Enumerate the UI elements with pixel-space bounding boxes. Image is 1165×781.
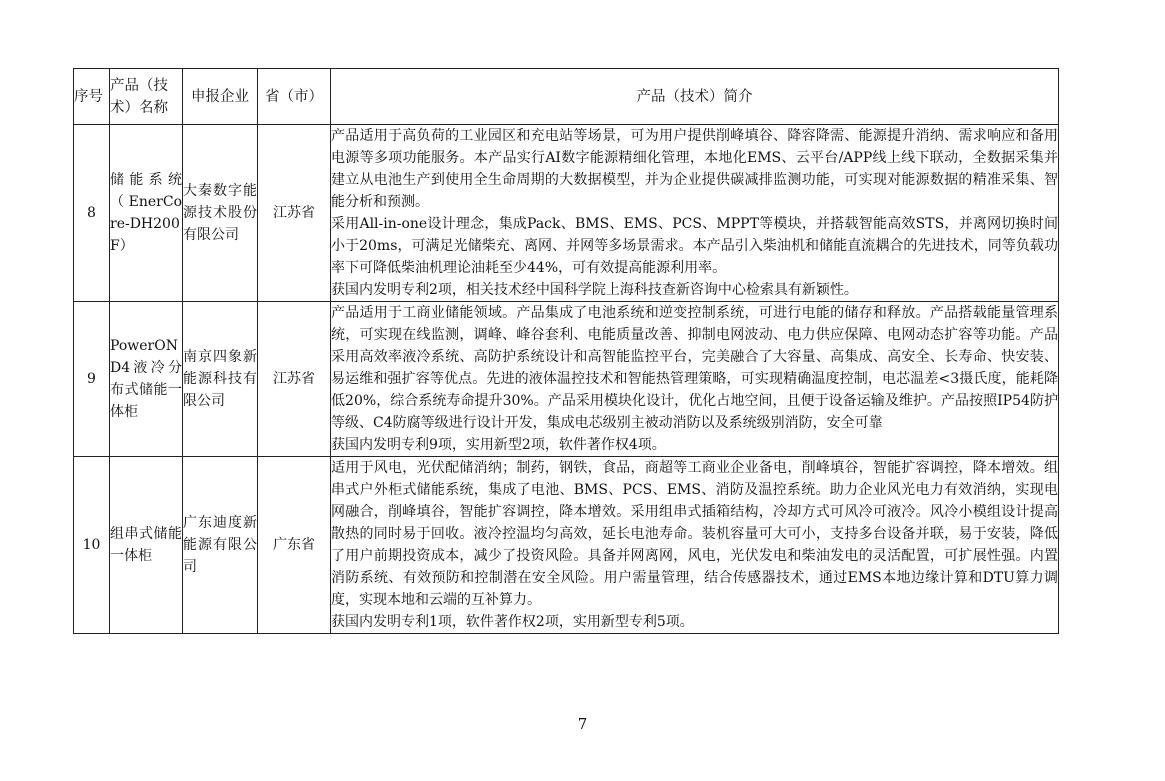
intro-paragraph: 产品适用于高负荷的工业园区和充电站等场景，可为用户提供削峰填谷、降容降需、能源提升消纳、需求响应和备用电源等多项功能服务。本产品实行AI数字能源精细化管理，本地化EMS、云平台/APP线上线下联动，全数据采集并建立从电池生产到使用全生命周期的大数据模型，并为企业提供碳减排监测功能，可实现对能源数据的精准采集、智能分析和预测。 [331,128,1058,210]
row-province: 广东省 [258,457,331,634]
header-product: 产品（技术）名称 [110,69,183,125]
row-product: 组串式储能一体柜 [110,457,183,634]
product-table [73,68,1059,634]
header-seq: 序号 [74,69,110,125]
header-province: 省（市） [258,69,331,125]
table-row [74,125,1059,302]
row-company: 南京四象新能源科技有限公司 [183,302,258,457]
page-number: 7 [577,715,588,733]
header-intro: 产品（技术）简介 [331,69,1059,125]
row-company: 大秦数字能源技术股份有限公司 [183,125,258,302]
table-row [74,302,1059,457]
row-intro [331,125,1059,302]
row-seq: 10 [74,457,110,634]
row-company: 广东迪度新能源有限公司 [183,457,258,634]
intro-paragraph: 获国内发明专利2项，相关技术经中国科学院上海科技查新咨询中心检索具有新颖性。 [331,282,858,298]
intro-paragraph: 产品适用于工商业储能领域。产品集成了电池系统和逆变控制系统，可进行电能的储存和释放。产品搭载能量管理系统，可实现在线监测，调峰、峰谷套利、电能质量改善、抑制电网波动、电力供应保障、电网动态扩容等功能。产品采用高效率液冷系统、高防护系统设计和高智能监控平台，完美融合了大容量、高集成、高安全、长寿命、快安装、易运维和强扩容等优点。先进的液体温控技术和智能热管理策略，可实现精确温度控制，电芯温差<3摄氏度，能耗降低20%，综合系统寿命提升30%。产品采用模块化设计，优化占地空间，且便于设备运输及维护。产品按照IP54防护等级、C4防腐等级进行设计开发，集成电芯级别主被动消防以及系统级别消防，安全可靠 [331,305,1058,431]
intro-paragraph: 适用于风电，光伏配储消纳；制药，钢铁，食品，商超等工商业企业备电，削峰填谷，智能扩容调控，降本增效。组串式户外柜式储能系统，集成了电池、BMS、PCS、EMS、消防及温控系统。助力企业风光电力有效消纳，实现电网融合，削峰填谷，智能扩容调控，降本增效。采用组串式插箱结构，冷却方式可风冷可液冷。风冷小模组设计提高散热的同时易于回收。液冷控温均匀高效，延长电池寿命。装机容量可大可小，支持多台设备并联，易于安装，降低了用户前期投资成本，减少了投资风险。具备并网离网，风电，光伏发电和柴油发电的灵活配置，可扩展性强。内置消防系统、有效预防和控制潜在安全风险。用户需量管理，结合传感器技术，通过EMS本地边缘计算和DTU算力调度，实现本地和云端的互补算力。 [331,460,1058,608]
header-company: 申报企业 [183,69,258,125]
row-intro [331,302,1059,457]
intro-paragraph: 获国内发明专利9项，实用新型2项，软件著作权4项。 [331,437,666,453]
row-product: 储能系统（EnerCore-DH200F） [110,125,183,302]
row-seq: 9 [74,302,110,457]
header-row [74,69,1059,125]
intro-paragraph: 获国内发明专利1项，软件著作权2项，实用新型专利5项。 [331,614,694,630]
intro-paragraph: 采用All-in-one设计理念，集成Pack、BMS、EMS、PCS、MPPT等模块，并搭载智能高效STS，并离网切换时间小于20ms，可满足光储柴充、离网、并网等多场景需求。本产品引入柴油机和储能直流耦合的先进技术，同等负载功率下可降低柴油机理论油耗至少44%，可有效提高能源利用率。 [331,216,1058,276]
row-province: 江苏省 [258,302,331,457]
row-province: 江苏省 [258,125,331,302]
row-intro [331,457,1059,634]
row-product: PowerOND4液冷分布式储能一体柜 [110,302,183,457]
table-row [74,457,1059,634]
row-seq: 8 [74,125,110,302]
